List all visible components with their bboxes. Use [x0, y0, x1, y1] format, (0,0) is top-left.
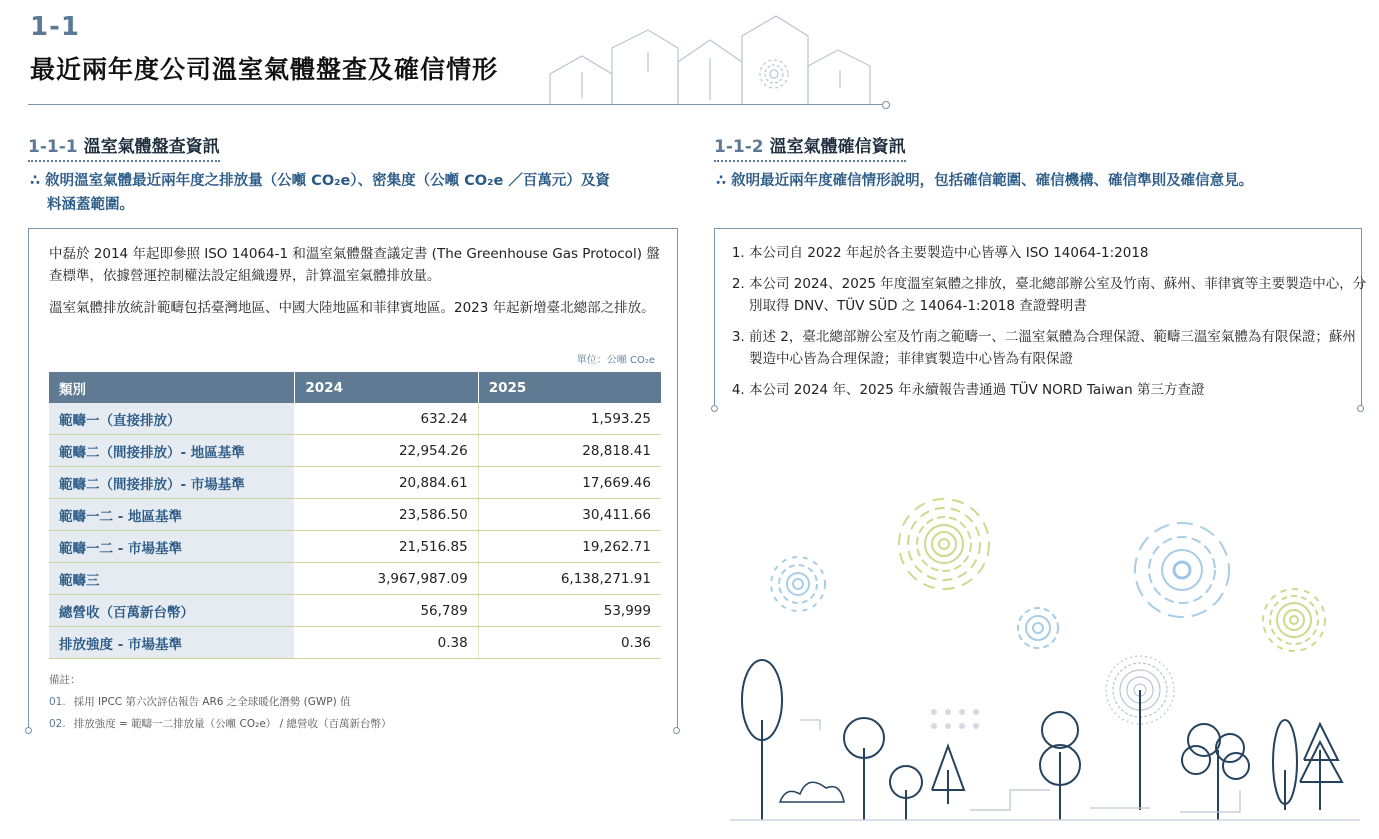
value-2025: 6,138,271.91 [478, 563, 661, 595]
subsection-heading-inventory [28, 132, 220, 162]
note-number: 02. [49, 718, 66, 730]
row-category: 範疇一二 - 市場基準 [49, 531, 295, 563]
paragraph-standard: 中磊於 2014 年起即參照 ISO 14064-1 和溫室氣體盤查議定書 (The Greenhouse Gas Protocol) 盤查標準，依據營運控制權法設定組織邊界，計算溫室氣體排放量。 [49, 246, 660, 284]
value-2024: 3,967,987.09 [295, 563, 478, 595]
corner-dot [25, 727, 32, 734]
assurance-list [715, 242, 1369, 410]
notes-label: 備註： [49, 674, 81, 686]
row-category: 範疇一（直接排放） [49, 403, 295, 435]
list-item: 2. 本公司 2024、2025 年度溫室氣體之排放，臺北總部辦公室及竹南、蘇州、菲律賓等主要製造中心，分別取得 DNV、TÜV SÜD 之 14064-1:2018 查證聲明書 [749, 273, 1369, 317]
disclosure-requirement [30, 169, 690, 217]
value-2024: 20,884.61 [295, 467, 478, 499]
value-2025: 19,262.71 [478, 531, 661, 563]
row-category: 總營收（百萬新台幣） [49, 595, 295, 627]
title-rule [28, 104, 886, 105]
note-item [49, 691, 669, 713]
row-category: 範疇二（間接排放）- 市場基準 [49, 467, 295, 499]
table-row [49, 499, 661, 531]
value-2025: 17,669.46 [478, 467, 661, 499]
value-2025: 30,411.66 [478, 499, 661, 531]
emissions-table [49, 372, 661, 659]
subsection-title: 溫室氣體確信資訊 [769, 137, 906, 157]
table-row [49, 403, 661, 435]
value-2024: 23,586.50 [295, 499, 478, 531]
table-row [49, 563, 661, 595]
corner-dot [1357, 405, 1364, 412]
table-header-row [49, 372, 661, 403]
value-2025: 28,818.41 [478, 435, 661, 467]
requirement-line-1: ∴ 敘明溫室氣體最近兩年度之排放量（公噸 CO₂e）、密集度（公噸 CO₂e ／百萬元）及資 [30, 173, 610, 189]
header-2024: 2024 [295, 372, 478, 403]
disclosure-requirement: ∴ 敘明最近兩年度確信情形說明，包括確信範圍、確信機構、確信準則及確信意見。 [716, 173, 1254, 189]
note-number: 01. [49, 696, 66, 708]
table-row [49, 531, 661, 563]
value-2024: 21,516.85 [295, 531, 478, 563]
table-row [49, 627, 661, 659]
requirement-line-2: 料涵蓋範圍。 [47, 197, 134, 213]
row-category: 排放強度 - 市場基準 [49, 627, 295, 659]
value-2024: 56,789 [295, 595, 478, 627]
note-item [49, 713, 669, 735]
value-2024: 0.38 [295, 627, 478, 659]
row-category: 範疇一二 - 地區基準 [49, 499, 295, 531]
corner-dot [711, 405, 718, 412]
row-category: 範疇三 [49, 563, 295, 595]
section-number: 1-1 [30, 12, 80, 42]
forest-illustration [720, 490, 1370, 835]
subsection-title: 溫室氣體盤查資訊 [83, 137, 220, 157]
table-row [49, 467, 661, 499]
inventory-panel [28, 228, 678, 729]
section-title: 最近兩年度公司溫室氣體盤查及確信情形 [30, 55, 499, 84]
rule-end-dot [882, 101, 890, 109]
corner-dot [673, 727, 680, 734]
note-text: 採用 IPCC 第六次評估報告 AR6 之全球暖化潛勢 (GWP) 值 [73, 696, 351, 708]
notes [49, 669, 669, 735]
value-2024: 632.24 [295, 403, 478, 435]
skyline-illustration [548, 12, 878, 106]
value-2025: 0.36 [478, 627, 661, 659]
table-row [49, 595, 661, 627]
paragraph-scope: 溫室氣體排放統計範疇包括臺灣地區、中國大陸地區和菲律賓地區。2023 年起新增臺北總部之排放。 [49, 300, 655, 316]
assurance-panel [714, 228, 1367, 407]
subsection-number: 1-1-2 [714, 137, 764, 157]
value-2024: 22,954.26 [295, 435, 478, 467]
list-item: 3. 前述 2，臺北總部辦公室及竹南之範疇一、二溫室氣體為合理保證、範疇三溫室氣體為有限保證；蘇州製造中心皆為合理保證；菲律賓製造中心皆為有限保證 [749, 326, 1369, 370]
subsection-number: 1-1-1 [28, 137, 78, 157]
row-category: 範疇二（間接排放）- 地區基準 [49, 435, 295, 467]
subsection-heading-assurance [714, 132, 906, 162]
table-row [49, 435, 661, 467]
unit-label: 單位：公噸 CO₂e [576, 355, 655, 366]
list-item: 1. 本公司自 2022 年起於各主要製造中心皆導入 ISO 14064-1:2018 [749, 242, 1369, 264]
value-2025: 53,999 [478, 595, 661, 627]
list-item: 4. 本公司 2024 年、2025 年永續報告書通過 TÜV NORD Taiwan 第三方查證 [749, 379, 1369, 401]
header-2025: 2025 [478, 372, 661, 403]
value-2025: 1,593.25 [478, 403, 661, 435]
header-category: 類別 [49, 372, 295, 403]
note-text: 排放強度 = 範疇一二排放量（公噸 CO₂e） / 總營收（百萬新台幣） [73, 718, 392, 730]
